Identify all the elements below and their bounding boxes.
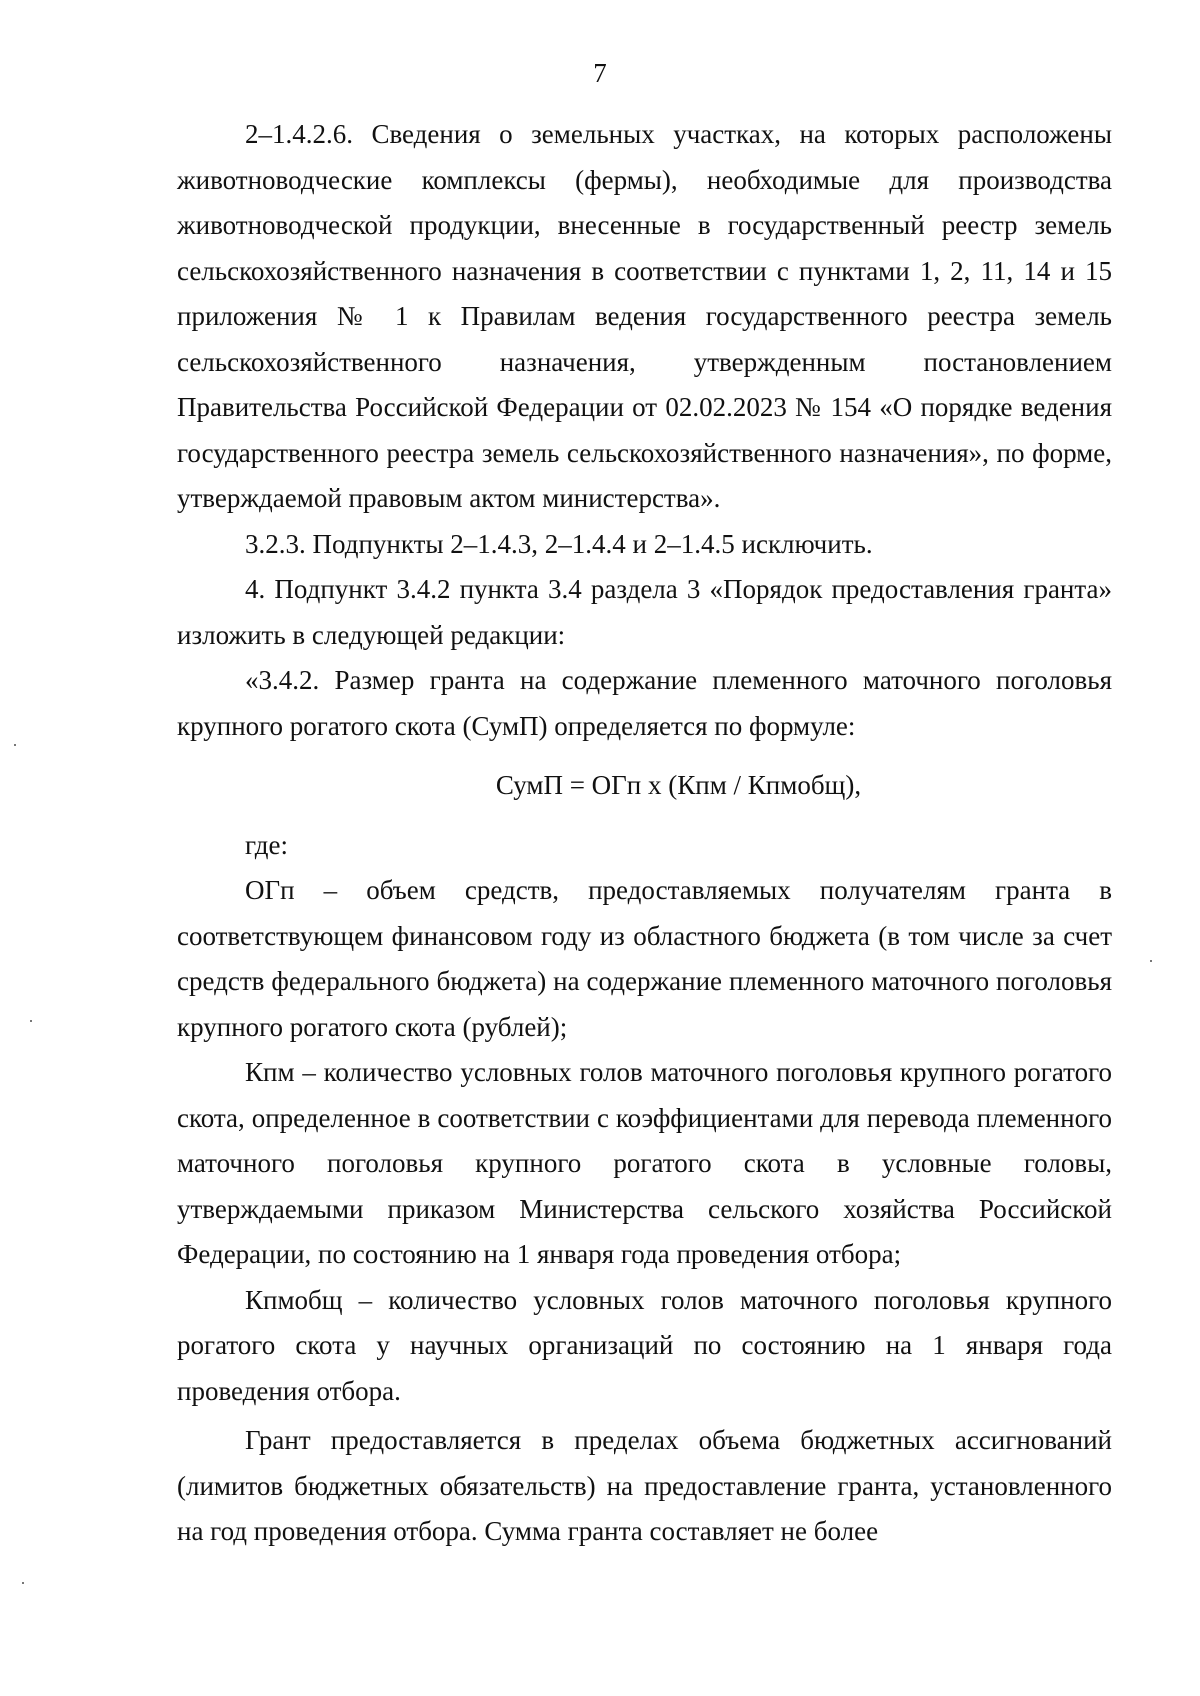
definition-kpm: Кпм – количество условных голов маточного поголовья крупного рогатого скота, определенное в соответствии с коэффициентами для перевода племенного маточного поголовья крупного рогатого скота в условные головы, утверждаемыми приказом Министерства сельского хозяйства Российской Федерации, по состоянию на 1 января года проведения отбора; <box>177 1057 1112 1269</box>
paragraph-4: 4. Подпункт 3.4.2 пункта 3.4 раздела 3 «Порядок предоставления гранта» изложить в следующей редакции: <box>177 574 1112 650</box>
definition-ogp: ОГп – объем средств, предоставляемых получателям гранта в соответствующем финансовом году из областного бюджета (в том числе за счет средств федерального бюджета) на содержание племенного маточного поголовья крупного рогатого скота (рублей); <box>177 875 1112 1042</box>
paragraph-2-1-4-2-6: 2–1.4.2.6. Сведения о земельных участках, на которых расположены животноводческие комплексы (фермы), необходимые для производства животноводческой продукции, внесенные в государственный реестр земель сельскохозяйственного назначения в соответствии с пунктами 1, 2, 11, 14 и 15 приложения № 1 к Правилам ведения государственного реестра земель сельскохозяйственного назначения, утвержденным постановлением Правительства Российской Федерации от 02.02.2023 № 154 «О порядке ведения государственного реестра земель сельскохозяйственного назначения», по форме, утверждаемой правовым актом министерства». <box>177 119 1112 513</box>
scan-speck <box>22 1582 24 1584</box>
scan-speck <box>1150 960 1152 962</box>
page-number: 7 <box>593 58 607 88</box>
definition-kpmobshch: Кпмобщ – количество условных голов маточного поголовья крупного рогатого скота у научных организаций по состоянию на 1 января года проведения отбора. <box>177 1284 1112 1406</box>
grant-formula: СумП = ОГп x (Кпм / Кпмобщ), <box>495 770 862 800</box>
where-label: где: <box>245 829 288 860</box>
scan-speck <box>14 744 16 746</box>
paragraph-grant-limit: Грант предоставляется в пределах объема бюджетных ассигнований (лимитов бюджетных обязательств) на предоставление гранта, установленного на год проведения отбора. Сумма гранта составляет не более <box>177 1425 1112 1546</box>
paragraph-3-2-3: 3.2.3. Подпункты 2–1.4.3, 2–1.4.4 и 2–1.4.5 исключить. <box>245 528 873 559</box>
document-body <box>177 112 1112 1555</box>
paragraph-3-4-2: «3.4.2. Размер гранта на содержание племенного маточного поголовья крупного рогатого скота (СумП) определяется по формуле: <box>177 665 1112 741</box>
scan-speck <box>30 1020 32 1022</box>
